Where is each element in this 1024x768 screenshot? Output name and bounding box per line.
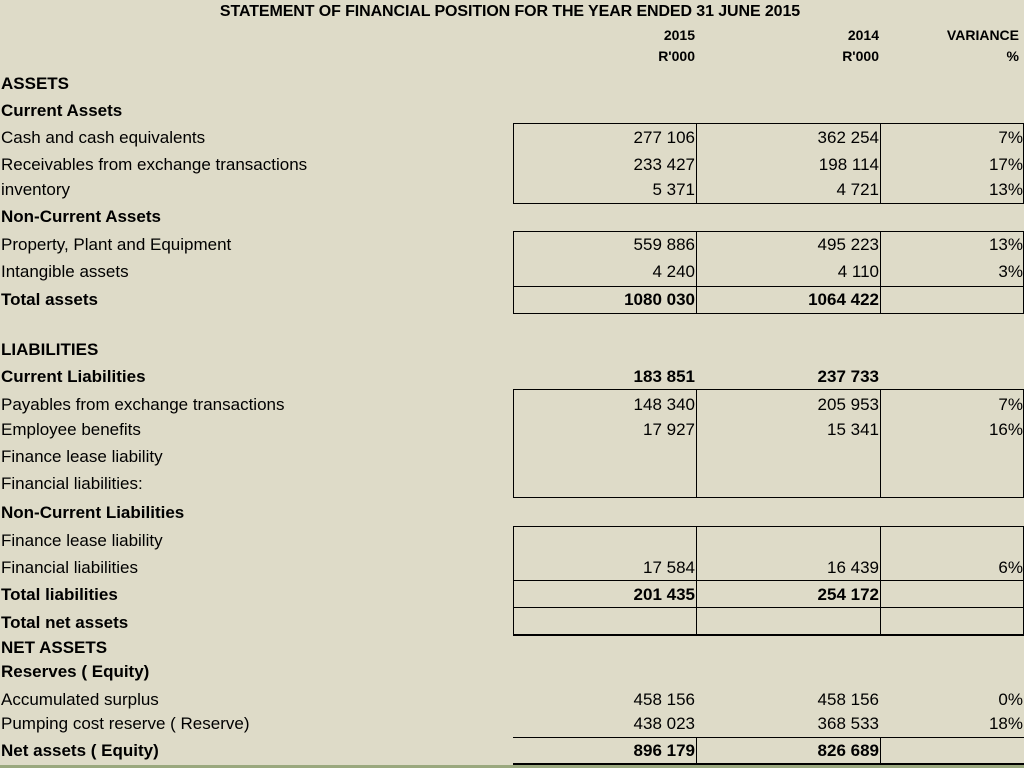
value-2014: 237 733 [817, 367, 879, 386]
col-2015-year: 2015 [663, 27, 695, 43]
value-2014: 368 533 [817, 714, 879, 733]
value-2014: 205 953 [817, 395, 879, 414]
row-label: Non-Current Liabilities [1, 503, 185, 522]
value-2015: 559 886 [633, 235, 695, 254]
value-2015: 148 340 [633, 395, 695, 414]
row-label: Reserves ( Equity) [1, 662, 150, 681]
value-2015: 233 427 [633, 155, 695, 174]
value-2015: 17 927 [643, 420, 695, 439]
value-2015: 896 179 [633, 741, 695, 760]
variance-value: 13% [988, 180, 1023, 199]
value-2015: 438 023 [633, 714, 695, 733]
row-label: LIABILITIES [1, 340, 99, 359]
row-label: Finance lease liability [1, 531, 163, 550]
col-variance-unit: % [1006, 48, 1019, 64]
row-label: Property, Plant and Equipment [1, 235, 232, 254]
value-2014: 826 689 [817, 741, 879, 760]
value-2014: 362 254 [817, 128, 879, 147]
statement-title: STATEMENT OF FINANCIAL POSITION FOR THE YEAR ENDED 31 JUNE 2015 [219, 3, 801, 20]
value-2014: 16 439 [827, 558, 879, 577]
row-label: Net assets ( Equity) [1, 741, 159, 760]
variance-value: 3% [998, 262, 1023, 281]
row-label: Employee benefits [1, 420, 141, 439]
col-2015-unit: R'000 [658, 48, 695, 64]
col-variance-label: VARIANCE [946, 27, 1019, 43]
row-label: Pumping cost reserve ( Reserve) [1, 714, 250, 733]
value-2014: 254 172 [817, 585, 879, 604]
value-2014: 15 341 [827, 420, 879, 439]
value-2014: 1064 422 [808, 290, 879, 309]
row-label: Receivables from exchange transactions [1, 155, 308, 174]
value-2015: 458 156 [633, 690, 695, 709]
row-label: Finance lease liability [1, 447, 163, 466]
variance-value: 13% [988, 235, 1023, 254]
value-2015: 201 435 [633, 585, 695, 604]
row-label: inventory [1, 180, 70, 199]
variance-value: 16% [988, 420, 1023, 439]
row-label: Cash and cash equivalents [1, 128, 206, 147]
value-2014: 458 156 [817, 690, 879, 709]
variance-value: 0% [998, 690, 1023, 709]
value-2014: 495 223 [817, 235, 879, 254]
value-2015: 17 584 [643, 558, 695, 577]
col-2014-unit: R'000 [842, 48, 879, 64]
variance-value: 17% [988, 155, 1023, 174]
value-2015: 183 851 [633, 367, 695, 386]
row-label: Non-Current Assets [1, 207, 161, 226]
row-label: NET ASSETS [1, 638, 108, 657]
row-label: Current Liabilities [1, 367, 146, 386]
variance-value: 7% [998, 395, 1023, 414]
value-2015: 4 240 [652, 262, 695, 281]
value-2014: 4 110 [837, 262, 879, 281]
row-label: Total assets [1, 290, 99, 309]
row-label: Payables from exchange transactions [1, 395, 285, 414]
value-2014: 4 721 [836, 180, 879, 199]
row-label: Financial liabilities: [1, 474, 143, 493]
variance-value: 18% [988, 714, 1023, 733]
value-2015: 1080 030 [624, 290, 695, 309]
value-2015: 277 106 [633, 128, 695, 147]
col-2014-year: 2014 [847, 27, 879, 43]
row-label: Accumulated surplus [1, 690, 159, 709]
value-2015: 5 371 [652, 180, 695, 199]
row-label: Intangible assets [1, 262, 129, 281]
variance-value: 7% [998, 128, 1023, 147]
row-label: Total liabilities [1, 585, 118, 604]
value-2014: 198 114 [818, 155, 879, 174]
row-label: Total net assets [1, 613, 129, 632]
row-label: ASSETS [1, 74, 70, 93]
variance-value: 6% [998, 558, 1023, 577]
row-label: Current Assets [1, 101, 123, 120]
row-label: Financial liabilities [1, 558, 139, 577]
